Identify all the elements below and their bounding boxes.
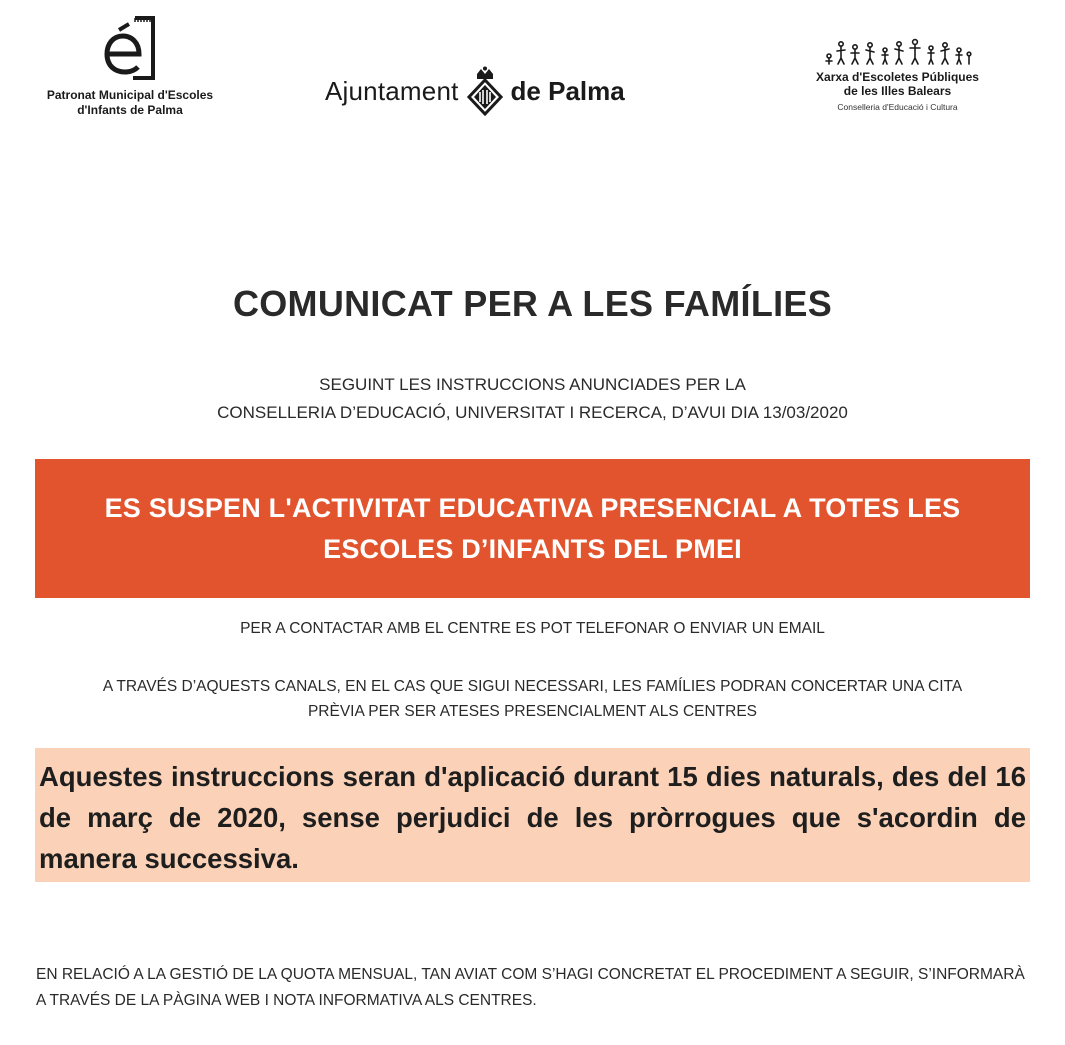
page-title: COMUNICAT PER A LES FAMÍLIES bbox=[232, 283, 833, 324]
de-palma-word: de Palma bbox=[510, 75, 625, 106]
contact-text: PER A CONTACTAR AMB EL CENTRE ES POT TELEFONAR O ENVIAR UN EMAIL bbox=[240, 620, 825, 637]
xarxa-name-line2: de les Illes Balears bbox=[843, 84, 952, 98]
channels-paragraph bbox=[0, 674, 1065, 724]
intro-line-1: SEGUINT LES INSTRUCCIONS ANUNCIADES PER LA bbox=[319, 375, 746, 394]
pmei-logo bbox=[30, 12, 230, 118]
application-period-text: Aquestes instruccions seran d'aplicació durant 15 dies naturals, des del 16 de març de 2020, sense perjudici de les pròrrogues que s'acordin de manera successiva. bbox=[39, 761, 1026, 874]
pmei-name-line1: Patronat Municipal d'Escoles bbox=[46, 88, 214, 102]
quota-paragraph: EN RELACIÓ A LA GESTIÓ DE LA QUOTA MENSUAL, TAN AVIAT COM S’HAGI CONCRETAT EL PROCEDIMENT A SEGUIR, S’INFORMARÀ A TRAVÉS DE LA PÀGINA WEB I NOTA INFORMATIVA ALS CENTRES. bbox=[36, 966, 1025, 1009]
intro-line-2: CONSELLERIA D’EDUCACIÓ, UNIVERSITAT I RECERCA, D’AVUI DIA 13/03/2020 bbox=[217, 403, 848, 422]
intro-paragraph bbox=[0, 371, 1065, 427]
palma-shield-crest-icon bbox=[467, 66, 503, 116]
application-period-box bbox=[35, 748, 1030, 882]
channels-line-1: A TRAVÉS D’AQUESTS CANALS, EN EL CAS QUE SIGUI NECESSARI, LES FAMÍLIES PODRAN CONCERTAR UNA CITA bbox=[102, 678, 963, 695]
xarxa-name-line1: Xarxa d'Escoletes Públiques bbox=[816, 70, 979, 84]
channels-line-2: PRÈVIA PER SER ATESES PRESENCIALMENT ALS CENTRES bbox=[307, 703, 758, 720]
ajuntament-word: Ajuntament bbox=[325, 75, 459, 106]
children-figures-icon bbox=[823, 36, 973, 66]
suspension-banner bbox=[35, 459, 1030, 598]
pmei-name-line2: d'Infants de Palma bbox=[77, 103, 183, 117]
conselleria-caption: Conselleria d'Educació i Cultura bbox=[837, 102, 958, 112]
xarxa-escoletes-logo bbox=[800, 36, 995, 112]
ajuntament-palma-logo bbox=[325, 66, 625, 116]
banner-line-1: ES SUSPEN L'ACTIVITAT EDUCATIVA PRESENCIAL A TOTES LES bbox=[104, 492, 961, 523]
pmei-e-logo-icon bbox=[95, 12, 165, 82]
banner-line-2: ESCOLES D’INFANTS DEL PMEI bbox=[323, 533, 742, 564]
